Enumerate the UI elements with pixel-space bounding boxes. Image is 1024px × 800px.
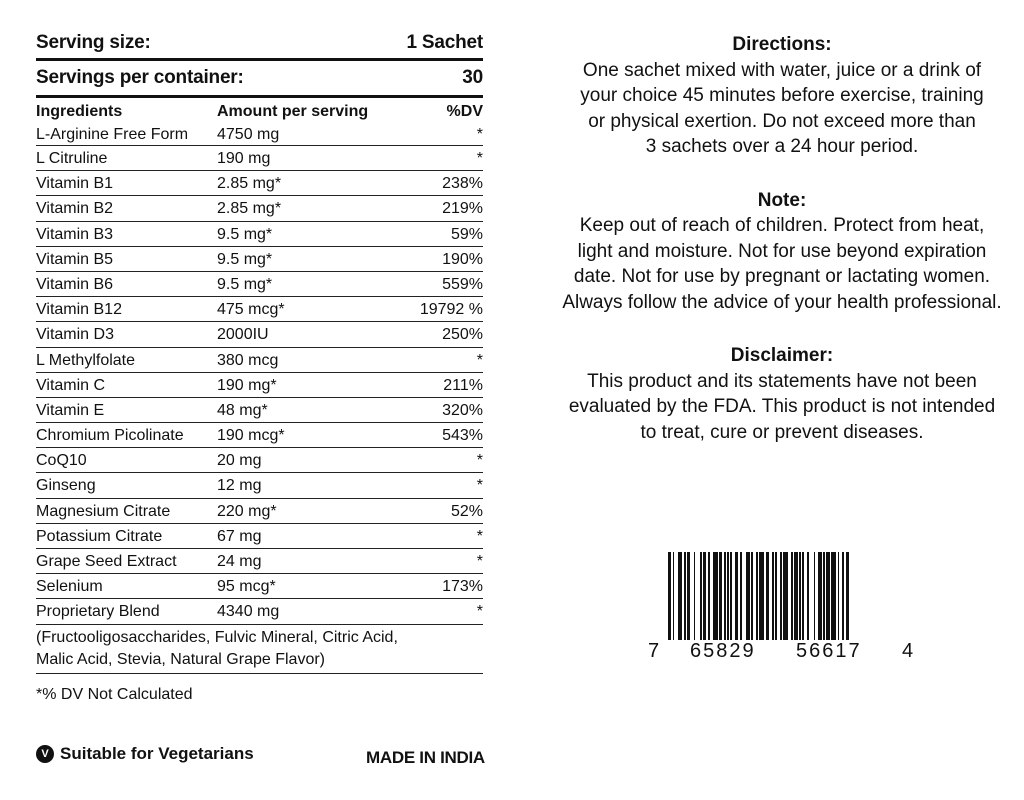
ingredient-dv: 320% xyxy=(442,401,483,419)
ingredient-dv: 559% xyxy=(442,275,483,293)
table-row xyxy=(36,171,483,196)
ingredient-amount: 4750 mg xyxy=(217,126,280,143)
ingredient-amount: 9.5 mg* xyxy=(217,275,273,293)
table-row xyxy=(36,247,483,272)
table-header xyxy=(36,100,483,124)
barcode-bar xyxy=(746,552,749,640)
note-line: date. Not for use by pregnant or lactating women. xyxy=(573,266,991,287)
barcode-bar xyxy=(775,552,777,640)
ingredient-dv: * xyxy=(476,477,483,495)
barcode-bar xyxy=(799,552,801,640)
vegetarian-icon: V xyxy=(36,745,54,763)
barcode-bar xyxy=(838,552,840,640)
ingredient-amount: 190 mcg* xyxy=(217,427,285,445)
ingredient-name: Magnesium Citrate xyxy=(36,502,171,520)
ingredient-name: Vitamin B2 xyxy=(36,200,114,218)
vegetarian-label: Suitable for Vegetarians xyxy=(60,744,254,763)
ingredient-table xyxy=(36,124,483,625)
ingredient-name: L Methylfolate xyxy=(36,351,136,369)
ingredient-amount: 2.85 mg* xyxy=(217,175,282,193)
disclaimer-section xyxy=(560,343,1004,445)
ingredient-dv: * xyxy=(476,126,483,143)
ingredient-name: L Citruline xyxy=(36,150,108,167)
table-row xyxy=(36,373,483,398)
ingredient-dv: * xyxy=(476,452,483,470)
ingredient-amount: 9.5 mg* xyxy=(217,225,273,243)
usage-info-panel xyxy=(560,32,1004,473)
ingredient-amount: 190 mg xyxy=(217,150,271,167)
serving-size-row xyxy=(36,28,483,58)
ingredient-name: Vitamin B6 xyxy=(36,275,114,293)
barcode-group-right: 56617 xyxy=(796,640,862,662)
ingredient-dv: 219% xyxy=(442,200,483,218)
table-row xyxy=(36,272,483,297)
barcode-bar xyxy=(783,552,788,640)
barcode-group-left: 65829 xyxy=(690,640,756,662)
barcode-bar xyxy=(724,552,726,640)
table-row xyxy=(36,146,483,171)
blend-line: Malic Acid, Stevia, Natural Grape Flavor) xyxy=(36,650,325,668)
barcode-bar xyxy=(678,552,683,640)
barcode-bar xyxy=(719,552,722,640)
directions-line: your choice 45 minutes before exercise, training xyxy=(580,85,984,106)
servings-row xyxy=(36,61,483,95)
barcode-bars xyxy=(668,552,892,644)
table-row xyxy=(36,348,483,373)
barcode-bar xyxy=(794,552,797,640)
ingredient-amount: 190 mg* xyxy=(217,376,277,394)
ingredient-name: Potassium Citrate xyxy=(36,527,163,545)
barcode-bar xyxy=(831,552,836,640)
ingredients-header: Ingredients xyxy=(36,103,123,120)
servings-value: 30 xyxy=(462,67,483,88)
note-title: Note: xyxy=(757,189,807,211)
ingredient-name: Vitamin B12 xyxy=(36,301,122,319)
ingredient-amount: 9.5 mg* xyxy=(217,250,273,268)
amount-header: Amount per serving xyxy=(217,103,369,120)
note-section xyxy=(560,188,1004,316)
ingredient-dv: 173% xyxy=(442,578,483,596)
table-row xyxy=(36,599,483,624)
directions-line: One sachet mixed with water, juice or a drink of xyxy=(582,59,982,81)
ingredient-name: Chromium Picolinate xyxy=(36,427,184,445)
ingredient-name: Vitamin B3 xyxy=(36,225,114,243)
ingredient-amount: 475 mcg* xyxy=(217,301,285,319)
barcode-bar xyxy=(756,552,758,640)
ingredient-name: Proprietary Blend xyxy=(36,603,160,621)
table-row xyxy=(36,222,483,247)
disclaimer-line: This product and its statements have not been xyxy=(587,370,977,392)
ingredient-dv: 52% xyxy=(450,502,483,520)
barcode-bar xyxy=(814,552,816,640)
vegetarian-badge xyxy=(36,744,254,764)
directions-line: 3 sachets over a 24 hour period. xyxy=(645,136,919,157)
barcode-bar xyxy=(727,552,729,640)
disclaimer-line: evaluated by the FDA. This product is not intended xyxy=(568,396,996,417)
ingredient-amount: 380 mcg xyxy=(217,351,279,369)
barcode-bar xyxy=(700,552,702,640)
directions-section xyxy=(560,32,1004,160)
ingredient-dv: * xyxy=(476,351,483,369)
table-row xyxy=(36,574,483,599)
barcode-bar xyxy=(735,552,738,640)
ingredient-name: Vitamin D3 xyxy=(36,326,114,344)
ingredient-amount: 4340 mg xyxy=(217,603,280,621)
ingredient-dv: * xyxy=(476,603,483,621)
made-in-label: MADE IN INDIA xyxy=(366,748,485,767)
ingredient-amount: 24 mg xyxy=(217,553,262,570)
ingredient-dv: 190% xyxy=(442,250,483,268)
barcode-bar xyxy=(807,552,809,640)
barcode-bar xyxy=(842,552,844,640)
ingredient-amount: 2.85 mg* xyxy=(217,200,282,218)
divider xyxy=(36,95,483,98)
table-row xyxy=(36,549,483,574)
ingredient-dv: 238% xyxy=(442,175,483,193)
ingredient-name: L-Arginine Free Form xyxy=(36,126,189,143)
barcode-digit-first: 7 xyxy=(648,640,662,662)
barcode-bar xyxy=(780,552,782,640)
barcode-bar xyxy=(703,552,706,640)
table-row xyxy=(36,448,483,473)
dv-header: %DV xyxy=(446,103,483,120)
table-row xyxy=(36,524,483,549)
barcode-bar xyxy=(668,552,671,640)
directions-line: or physical exertion. Do not exceed more than xyxy=(588,110,976,132)
ingredient-dv: 543% xyxy=(442,427,483,445)
barcode-bar xyxy=(826,552,829,640)
ingredient-amount: 12 mg xyxy=(217,477,262,495)
barcode-bar xyxy=(740,552,742,640)
serving-size-value: 1 Sachet xyxy=(406,32,483,53)
barcode-bar xyxy=(684,552,686,640)
note-line: Always follow the advice of your health professional. xyxy=(562,291,1002,313)
ingredient-name: Vitamin E xyxy=(36,401,105,419)
barcode-bar xyxy=(766,552,769,640)
ingredient-dv: * xyxy=(476,150,483,167)
barcode xyxy=(648,552,916,664)
ingredient-amount: 20 mg xyxy=(217,452,262,470)
serving-size-label: Serving size: xyxy=(36,32,151,53)
blend-ingredients-note xyxy=(36,625,483,674)
table-row xyxy=(36,398,483,423)
barcode-bar xyxy=(818,552,821,640)
ingredient-dv: 59% xyxy=(450,225,483,243)
ingredient-dv: * xyxy=(476,527,483,545)
barcode-bar xyxy=(713,552,718,640)
servings-label: Servings per container: xyxy=(36,67,244,88)
barcode-bar xyxy=(694,552,696,640)
ingredient-dv: 250% xyxy=(442,326,483,344)
barcode-bar xyxy=(772,552,774,640)
ingredient-amount: 67 mg xyxy=(217,527,262,545)
ingredient-amount: 95 mcg* xyxy=(217,578,276,596)
table-row xyxy=(36,297,483,322)
barcode-bar xyxy=(730,552,732,640)
table-row xyxy=(36,124,483,146)
ingredient-name: CoQ10 xyxy=(36,452,87,470)
barcode-bar xyxy=(759,552,764,640)
table-row xyxy=(36,473,483,498)
table-row xyxy=(36,423,483,448)
note-line: light and moisture. Not for use beyond expiration xyxy=(577,240,987,262)
dv-footnote: *% DV Not Calculated xyxy=(36,685,193,703)
barcode-bar xyxy=(708,552,710,640)
barcode-bar xyxy=(751,552,753,640)
barcode-bar xyxy=(802,552,804,640)
supplement-facts-panel xyxy=(36,28,483,706)
ingredient-name: Selenium xyxy=(36,578,103,596)
table-row xyxy=(36,499,483,524)
ingredient-dv: 211% xyxy=(443,376,483,394)
disclaimer-line: to treat, cure or prevent diseases. xyxy=(640,421,924,443)
table-row xyxy=(36,196,483,221)
ingredient-dv: * xyxy=(476,553,483,570)
ingredient-name: Grape Seed Extract xyxy=(36,553,177,570)
barcode-digit-last: 4 xyxy=(902,640,916,662)
ingredient-name: Ginseng xyxy=(36,477,96,495)
ingredient-amount: 2000IU xyxy=(217,326,269,344)
table-row xyxy=(36,322,483,347)
ingredient-name: Vitamin B5 xyxy=(36,250,114,268)
blend-line: (Fructooligosaccharides, Fulvic Mineral, Citric Acid, xyxy=(36,628,398,646)
barcode-bar xyxy=(823,552,825,640)
ingredient-dv: 19792 % xyxy=(419,301,483,319)
disclaimer-title: Disclaimer: xyxy=(730,345,834,366)
barcode-bar xyxy=(846,552,849,640)
barcode-bar xyxy=(791,552,793,640)
note-line: Keep out of reach of children. Protect from heat, xyxy=(579,215,985,236)
barcode-bar xyxy=(673,552,675,640)
ingredient-name: Vitamin C xyxy=(36,376,106,394)
barcode-bar xyxy=(687,552,690,640)
ingredient-name: Vitamin B1 xyxy=(36,175,114,193)
directions-title: Directions: xyxy=(732,34,832,55)
ingredient-amount: 220 mg* xyxy=(217,502,277,520)
ingredient-amount: 48 mg* xyxy=(217,401,268,419)
